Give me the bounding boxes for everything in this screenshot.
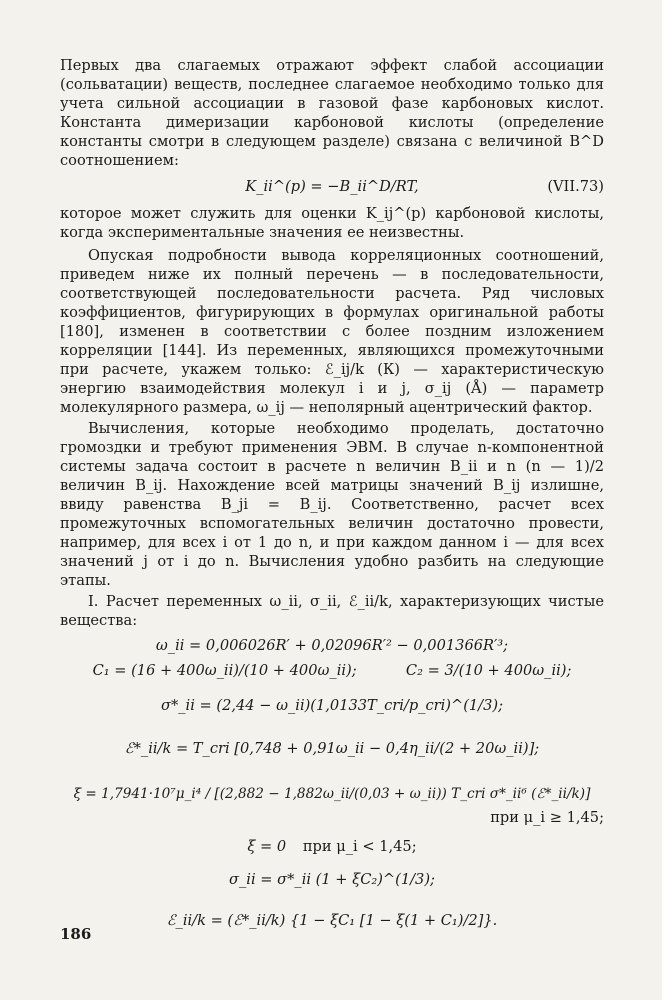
paragraph-2: которое может служить для оценки K_ij^(p) карбоновой кислоты, когда экспериментальные значения ее неизвестны. (60, 205, 604, 241)
equation-sigma-text: σ_ii = σ*_ii (1 + ξC₂)^(1/3); (229, 871, 435, 888)
equation-eps-star (60, 739, 604, 758)
paragraph-3: Опуская подробности вывода корреляционных соотношений, приведем ниже их полный перечень — в последовательности, соответствующей последовательности расчета. Ряд числовых коэффициентов, фигурирующих в формулах оригинальной работы [180], изменен в соответствии с более поздним изложением корреляции [144]. Из переменных, являющихся промежуточными при расчете, укажем только: ℰ_ij/k (К) — характеристическую энергию взаимодействия молекул i и j, σ_ij (Å) — параметр молекулярного размера, ω_ij — неполярный ацентрический фактор. (60, 247, 604, 416)
equation-c1-c2 (60, 661, 604, 680)
equation-number: (VII.73) (547, 178, 604, 195)
paragraph-1: Первых два слагаемых отражают эффект слабой ассоциации (сольватации) веществ, последнее слагаемое необходимо только для учета сильной ассоциации в газовой фазе карбоновых кислот. Константа димеризации карбоновой кислоты (определение константы смотри в следующем разделе) связана с величиной B^D соотношением: (60, 57, 604, 169)
equation-omega (60, 636, 604, 655)
equation-xi-zero (60, 837, 604, 856)
equation-xi-zero-condition: при μ_i < 1,45; (302, 838, 417, 855)
paragraph-5: I. Расчет переменных ω_ii, σ_ii, ℰ_ii/k, характеризующих чистые вещества: (60, 593, 604, 629)
equation-xi-zero-text: ξ = 0 (247, 838, 287, 855)
equation-eps-star-text: ℰ*_ii/k = T_cri [0,748 + 0,91ω_ii − 0,4η_ii/(2 + 20ω_ii)]; (124, 740, 540, 757)
equation-eps (60, 911, 604, 930)
equation-xi-condition: при μ_i ≥ 1,45; (490, 809, 604, 826)
equation-vii-73-text: K_ii^(p) = −B_ii^D/RT, (245, 178, 419, 195)
equation-c2-text: C₂ = 3/(10 + 400ω_ii); (405, 662, 572, 679)
page-number: 186 (60, 925, 92, 943)
equation-xi-text: ξ = 1,7941·10⁷μ_i⁴ / [(2,882 − 1,882ω_ii/(0,03 + ω_ii)) T_cri σ*_ii⁶ (ℰ*_ii/k)] (73, 786, 591, 802)
paragraph-4: Вычисления, которые необходимо проделать, достаточно громоздки и требуют применения ЭВМ. В случае n-компонентной системы задача состоит в расчете n величин B_ii и n (n — 1)/2 величин B_ij. Нахождение всей матрицы значений B_ij излишне, ввиду равенства B_ji = B_ij. Соответственно, расчет всех промежуточных вспомогательных величин достаточно провести, например, для всех i от 1 до n, и при каждом данном i — для всех значений j от i до n. Вычисления удобно разбить на следующие этапы. (60, 420, 604, 589)
equation-eps-text: ℰ_ii/k = (ℰ*_ii/k) {1 − ξC₁ [1 − ξ(1 + C₁)/2]}. (166, 912, 498, 929)
equation-sigma-star-text: σ*_ii = (2,44 − ω_ii)(1,0133T_cri/p_cri)^(1/3); (160, 697, 503, 714)
equation-vii-73 (60, 177, 604, 196)
equation-c1-text: C₁ = (16 + 400ω_ii)/(10 + 400ω_ii); (92, 662, 357, 679)
equation-sigma (60, 870, 604, 889)
equation-xi-condition-row (60, 808, 604, 827)
equation-omega-text: ω_ii = 0,006026R′ + 0,02096R′² − 0,001366R′³; (155, 637, 509, 654)
equation-sigma-star (60, 696, 604, 715)
equation-xi (60, 784, 604, 804)
